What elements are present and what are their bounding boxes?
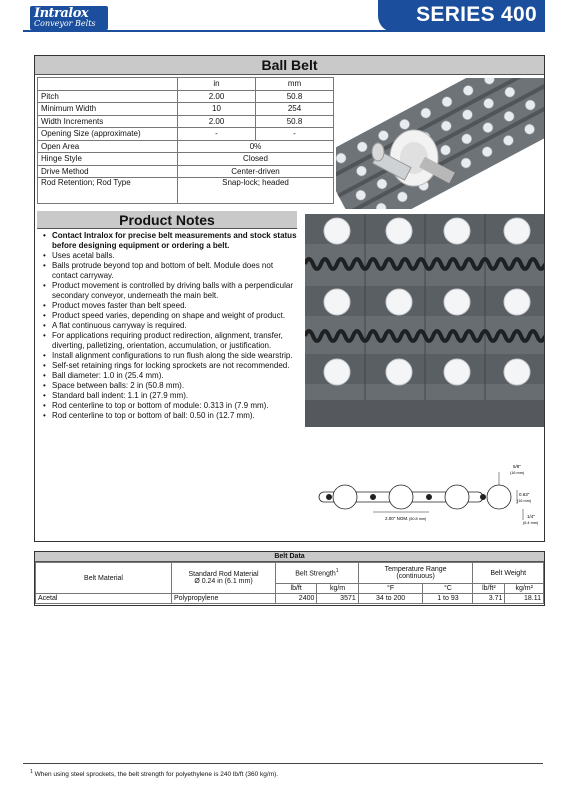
- footnote-marker: 1: [30, 769, 33, 775]
- col-temperature: [358, 563, 473, 584]
- spec-label: Drive Method: [38, 165, 178, 178]
- belt-data-panel: [34, 551, 545, 606]
- note-item: • Product speed varies, depending on shape and weight of product.: [41, 311, 301, 321]
- spec-row: [38, 90, 334, 103]
- spec-label: Width Increments: [38, 115, 178, 128]
- note-item: • Balls protrude beyond top and bottom of belt. Module does not contact carryway.: [41, 261, 301, 281]
- footer-rule: [23, 763, 543, 764]
- note-item: • Self-set retaining rings for locking sprockets are not recommended.: [41, 361, 301, 371]
- note-item: • Space between balls: 2 in (50.8 mm).: [41, 381, 301, 391]
- spec-in: 2.00: [178, 90, 256, 103]
- spec-label: Opening Size (approximate): [38, 128, 178, 141]
- dim-right-label: 0.63": [519, 492, 530, 497]
- spec-mm: 254: [256, 103, 334, 116]
- dim-right-mm-label: (16 mm): [517, 499, 532, 503]
- col-belt-material: Belt Material: [36, 563, 172, 594]
- spec-value: Center-driven: [178, 165, 334, 178]
- dim-bottom-label: 2.00" NOM.: [385, 516, 409, 521]
- note-item: • Uses acetal balls.: [41, 251, 301, 261]
- dim-br-label: 1/4": [527, 514, 535, 519]
- note-item: • Product movement is controlled by driving balls with a perpendicular secondary conveyor, underneath the main belt.: [41, 281, 301, 301]
- spec-label: Minimum Width: [38, 103, 178, 116]
- cell-lbft2: 3.71: [473, 594, 505, 604]
- belt-profile-diagram: [305, 430, 544, 540]
- dim-top-label: 5/8": [513, 464, 521, 469]
- col-rod-size: Ø 0.24 in (6.1 mm): [194, 578, 253, 585]
- spec-header-in: in: [178, 78, 256, 91]
- spec-value: Closed: [178, 153, 334, 166]
- spec-row: [38, 103, 334, 116]
- belt-perspective-photo: [336, 78, 544, 209]
- ball-belt-panel: [34, 55, 545, 542]
- logo-brand: Intralox: [34, 6, 89, 21]
- spec-in: -: [178, 128, 256, 141]
- spec-row: [38, 165, 334, 178]
- col-rod-material-label: Standard Rod Material: [188, 571, 259, 578]
- note-item: • Standard ball indent: 1.1 in (27.9 mm).: [41, 391, 301, 401]
- unit-lbft2: lb/ft²: [473, 584, 505, 594]
- col-temp-sub: (continuous): [396, 573, 435, 580]
- spec-label: Pitch: [38, 90, 178, 103]
- series-title: SERIES 400: [416, 3, 537, 26]
- col-belt-strength-label: Belt Strength: [295, 570, 336, 578]
- note-item: • A flat continuous carryway is required.: [41, 321, 301, 331]
- spec-row: [38, 115, 334, 128]
- note-item: • Install alignment configurations to run flush along the side wearstrip.: [41, 351, 301, 361]
- spec-mm: 50.8: [256, 90, 334, 103]
- spec-value: Snap-lock; headed: [178, 178, 334, 204]
- header-rule: [23, 30, 543, 32]
- spec-in: 10: [178, 103, 256, 116]
- spec-in: 2.00: [178, 115, 256, 128]
- note-item: • Rod centerline to top or bottom of ball: 0.50 in (12.7 mm).: [41, 411, 301, 421]
- ball-belt-title: Ball Belt: [35, 56, 544, 75]
- dim-bottom-mm-label: (50.8 mm): [409, 517, 427, 521]
- spec-table: [37, 77, 334, 204]
- note-item: • Rod centerline to top or bottom of module: 0.313 in (7.9 mm).: [41, 401, 301, 411]
- spec-value: 0%: [178, 140, 334, 153]
- logo-subtitle: Conveyor Belts: [34, 19, 96, 28]
- series-tab: [378, 0, 545, 32]
- product-notes-list: [41, 231, 301, 421]
- col-belt-strength-sup: 1: [335, 568, 339, 575]
- spec-mm: -: [256, 128, 334, 141]
- spec-header-mm: mm: [256, 78, 334, 91]
- belt-top-view-photo: [305, 214, 544, 427]
- dim-br-mm-label: (6.4 mm): [523, 521, 539, 525]
- col-belt-weight: Belt Weight: [473, 563, 544, 584]
- intralox-logo: [30, 6, 108, 30]
- footnote-text: When using steel sprockets, the belt strength for polyethylene is 240 lb/ft (360 kg/m).: [32, 771, 279, 779]
- spec-row: [38, 128, 334, 141]
- note-item: • For applications requiring product redirection, alignment, transfer, diverting, palletizing, orientation, accumulation, or justification.: [41, 331, 301, 351]
- spec-mm: 50.8: [256, 115, 334, 128]
- spec-row: [38, 140, 334, 153]
- spec-header-blank: [38, 78, 178, 91]
- spec-row: [38, 153, 334, 166]
- footnote: [30, 769, 278, 778]
- dim-top-mm-label: (16 mm): [510, 471, 525, 475]
- note-item: • Ball diameter: 1.0 in (25.4 mm).: [41, 371, 301, 381]
- belt-data-header-row: [36, 563, 544, 584]
- unit-kgm2: kg/m²: [505, 584, 544, 594]
- unit-lbft: lb/ft: [276, 584, 317, 594]
- cell-c: 1 to 93: [423, 594, 473, 604]
- spec-row: [38, 178, 334, 204]
- col-belt-strength: [276, 563, 359, 584]
- unit-c: °C: [423, 584, 473, 594]
- cell-material: Acetal: [36, 594, 172, 604]
- col-rod-material: [172, 563, 276, 594]
- col-temp-label: Temperature Range: [384, 566, 447, 573]
- cell-kgm2: 18.11: [505, 594, 544, 604]
- belt-data-row: [36, 594, 544, 604]
- spec-label: Open Area: [38, 140, 178, 153]
- unit-kgm: kg/m: [317, 584, 358, 594]
- cell-lbft: 2400: [276, 594, 317, 604]
- cell-f: 34 to 200: [358, 594, 423, 604]
- spec-label: Hinge Style: [38, 153, 178, 166]
- cell-kgm: 3571: [317, 594, 358, 604]
- belt-data-title: Belt Data: [35, 552, 544, 562]
- product-notes-title: Product Notes: [37, 211, 297, 229]
- note-item: • Product moves faster than belt speed.: [41, 301, 301, 311]
- spec-header-row: [38, 78, 334, 91]
- unit-f: °F: [358, 584, 423, 594]
- spec-label: Rod Retention; Rod Type: [38, 178, 178, 204]
- cell-rod: Polypropylene: [172, 594, 276, 604]
- note-item: • Contact Intralox for precise belt measurements and stock status before designing equipment or ordering a belt.: [41, 231, 301, 251]
- belt-data-table: [35, 562, 544, 604]
